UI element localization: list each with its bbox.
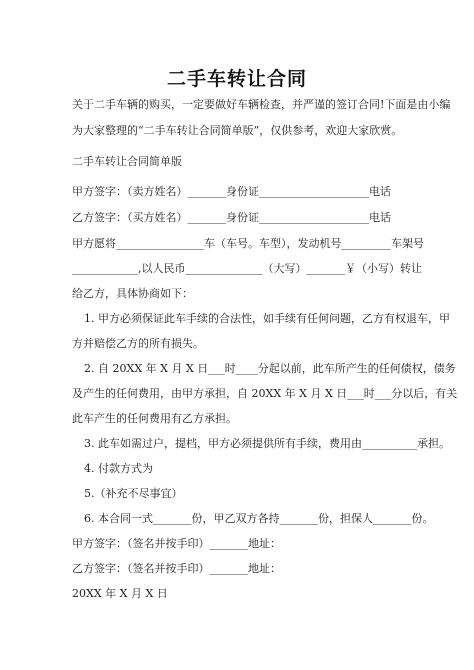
party-b-line: 乙方签字：（买方姓名）_______身份证____________________电话 (72, 211, 391, 224)
clause-5: 5.（补充不尽事宜） (84, 487, 183, 500)
clause-3: 3. 此车如需过户，提档，甲方必须提供所有手续，费用由__________承担。 (84, 437, 450, 450)
clause-6: 6. 本合同一式_______份，甲乙双方各持_______份，担保人_______份。 (84, 512, 434, 525)
clause-2-line-2: 及产生的任何费用，由甲方承担，自 20XX 年 X 月 X 日___时___分以后，有关 (72, 387, 458, 400)
clause-2-line-1: 2. 自 20XX 年 X 月 X 日___时____分起以前，此车所产生的任何债权，债务 (84, 362, 456, 375)
vehicle-line-3: 给乙方，具体协商如下： (72, 287, 193, 300)
subtitle: 二手车转让合同简单版 (72, 155, 182, 168)
contract-date: 20XX 年 X 月 X 日 (72, 587, 168, 600)
clause-1-line-1: 1. 甲方必须保证此车手续的合法性，如手续有任何问题，乙方有权退车，甲 (84, 312, 450, 325)
clause-1-line-2: 方并赔偿乙方的所有损失。 (72, 337, 204, 350)
signature-party-a: 甲方签字：（签名并按手印）_______地址： (72, 537, 281, 550)
vehicle-line-1: 甲方愿将________________车（车号。车型），发动机号_________车架号 (72, 237, 424, 250)
party-a-line: 甲方签字：（卖方姓名）_______身份证____________________电话 (72, 185, 391, 198)
clause-4: 4. 付款方式为 (84, 462, 153, 475)
intro-line-2: 为大家整理的“二手车转让合同简单版”，仅供参考，欢迎大家欣赏。 (72, 124, 403, 137)
intro-line-1: 关于二手车辆的购买，一定要做好车辆检查，并严谨的签订合同!下面是由小编 (72, 98, 451, 111)
signature-party-b: 乙方签字：（签名并按手印）_______地址： (72, 562, 281, 575)
vehicle-line-2: ____________,以人民币______________（大写）_______￥（小写）转让 (72, 262, 422, 275)
document-title: 二手车转让合同 (166, 68, 307, 90)
clause-2-line-3: 此车产生的任何费用有乙方承担。 (72, 412, 237, 425)
